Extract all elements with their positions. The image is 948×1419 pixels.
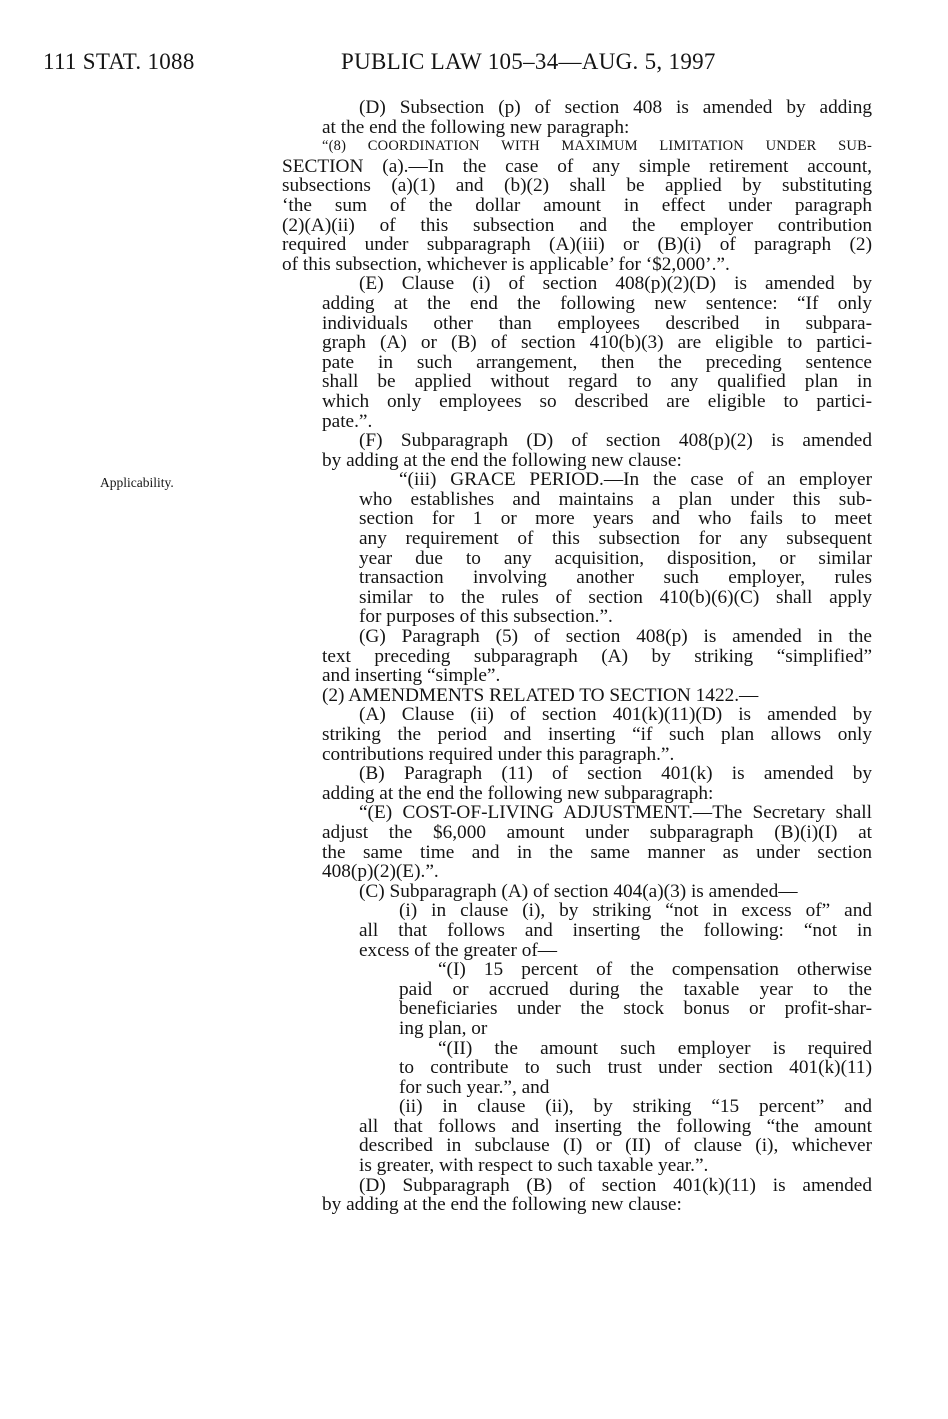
text-line: any requirement of this subsection for any subsequent: [359, 529, 872, 549]
text-line: all that follows and inserting the following “the amount: [359, 1116, 872, 1137]
text-line: by adding at the end the following new clause:: [322, 450, 682, 471]
text-line: ‘the sum of the dollar amount in effect under paragraph: [282, 195, 872, 216]
text-line: 408(p)(2)(E).”.: [322, 862, 439, 882]
text-line: beneficiaries under the stock bonus or profit-shar-: [399, 999, 872, 1019]
text-line: adjust the $6,000 amount under subparagraph (B)(i)(I) at: [322, 822, 872, 843]
text-line: (D) Subsection (p) of section 408 is amended by adding: [359, 98, 872, 118]
text-line: pate in such arrangement, then the preceding sentence: [322, 352, 872, 373]
text-line: is greater, with respect to such taxable year.”.: [359, 1156, 709, 1176]
text-line: (G) Paragraph (5) of section 408(p) is amended in the: [359, 627, 872, 647]
text-line: “(E) COST-OF-LIVING ADJUSTMENT.—The Secretary shall: [359, 803, 872, 823]
text-line: transaction involving another such employer, rules: [359, 568, 872, 588]
text-line: and inserting “simple”.: [322, 666, 501, 686]
text-line: contributions required under this paragraph.”.: [322, 744, 675, 765]
text-line: subsections (a)(1) and (b)(2) shall be applied by substituting: [282, 176, 872, 196]
text-line: “(8) COORDINATION WITH MAXIMUM LIMITATION UNDER SUB-: [322, 138, 872, 155]
text-line: adding at the end the following new sentence: “If only: [322, 293, 872, 314]
text-line: (C) Subparagraph (A) of section 404(a)(3) is amended—: [359, 881, 798, 902]
text-line: (E) Clause (i) of section 408(p)(2)(D) is amended by: [359, 274, 872, 294]
text-line: paid or accrued during the taxable year to the: [399, 979, 872, 1000]
text-line: “(II) the amount such employer is required: [438, 1038, 872, 1059]
text-line: pate.”.: [322, 411, 373, 432]
text-line: graph (A) or (B) of section 410(b)(3) are eligible to partici-: [322, 333, 872, 353]
text-line: SECTION (a).—In the case of any simple retirement account,: [282, 156, 872, 177]
text-line: excess of the greater of—: [359, 940, 558, 961]
statute-body: [282, 98, 872, 1215]
text-line: adding at the end the following new subparagraph:: [322, 783, 714, 804]
text-line: year due to any acquisition, disposition, or similar: [359, 548, 872, 569]
text-line: required under subparagraph (A)(iii) or (B)(i) of paragraph (2): [282, 235, 872, 255]
text-line: by adding at the end the following new clause:: [322, 1195, 682, 1215]
text-line: similar to the rules of section 410(b)(6)(C) shall apply: [359, 587, 872, 608]
text-line: (ii) in clause (ii), by striking “15 percent” and: [399, 1097, 872, 1117]
text-line: of this subsection, whichever is applicable’ for ‘$2,000’.”.: [282, 254, 730, 275]
text-line: to contribute to such trust under section 401(k)(11): [399, 1058, 872, 1078]
text-line: (i) in clause (i), by striking “not in excess of” and: [399, 901, 872, 921]
page-header: [0, 49, 948, 89]
text-line: shall be applied without regard to any qualified plan in: [322, 372, 872, 392]
text-line: ing plan, or: [399, 1018, 488, 1039]
text-line: text preceding subparagraph (A) by striking “simplified”: [322, 646, 872, 667]
text-line: (B) Paragraph (11) of section 401(k) is amended by: [359, 764, 872, 784]
text-line: described in subclause (I) or (II) of clause (i), whichever: [359, 1136, 872, 1157]
text-line: the same time and in the same manner as under section: [322, 842, 872, 863]
text-line: “(I) 15 percent of the compensation otherwise: [438, 960, 872, 980]
text-line: “(iii) GRACE PERIOD.—In the case of an employer: [399, 470, 872, 490]
statute-page-number: 111 STAT. 1088: [43, 49, 195, 74]
text-line: who establishes and maintains a plan under this sub-: [359, 489, 872, 510]
text-line: (A) Clause (ii) of section 401(k)(11)(D) is amended by: [359, 705, 872, 725]
text-line: section for 1 or more years and who fails to meet: [359, 509, 872, 530]
text-line: for purposes of this subsection.”.: [359, 607, 613, 628]
text-line: at the end the following new paragraph:: [322, 117, 630, 138]
text-line: all that follows and inserting the following: “not in: [359, 920, 872, 941]
text-line: striking the period and inserting “if such plan allows only: [322, 725, 872, 745]
text-line: (D) Subparagraph (B) of section 401(k)(11) is amended: [359, 1175, 872, 1196]
section-heading: (2) AMENDMENTS RELATED TO SECTION 1422.—: [322, 685, 759, 706]
text-line: which only employees so described are eligible to partici-: [322, 391, 872, 412]
text-line: (2)(A)(ii) of this subsection and the employer contribution: [282, 215, 872, 236]
text-line: for such year.”, and: [399, 1077, 550, 1098]
text-line: (F) Subparagraph (D) of section 408(p)(2) is amended: [359, 431, 872, 451]
text-line: individuals other than employees described in subpara-: [322, 313, 872, 334]
margin-note-applicability: Applicability.: [100, 475, 174, 490]
public-law-title: PUBLIC LAW 105–34—AUG. 5, 1997: [341, 49, 716, 74]
